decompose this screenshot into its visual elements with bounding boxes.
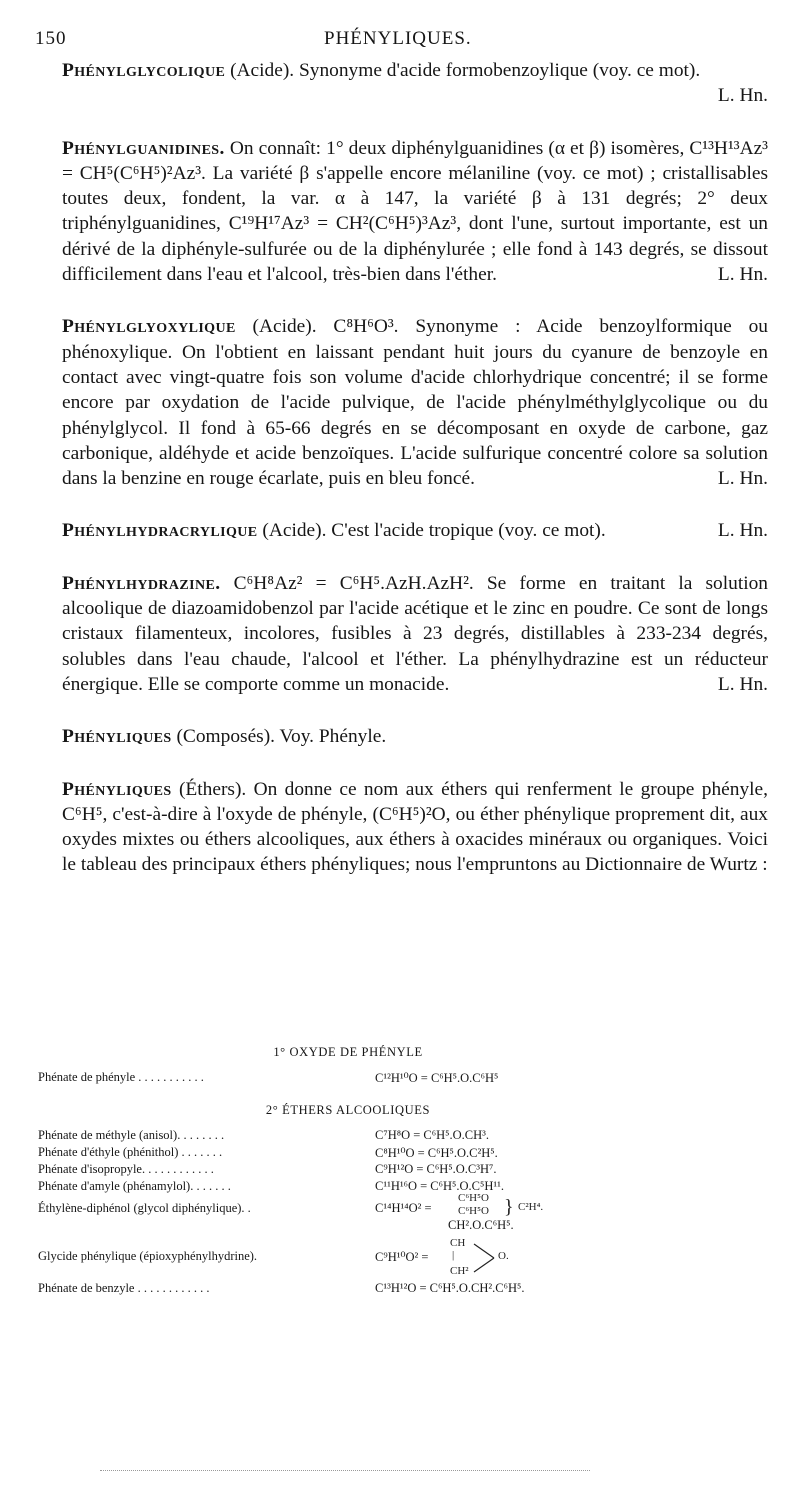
entry-head: Phénylguanidines. <box>62 137 225 159</box>
table-row <box>38 1192 658 1218</box>
entry-body: (Éthers). On donne ce nom aux éthers qui renferment le groupe phényle, C⁶H⁵, c'est-à-dire à l'oxyde de phényle, (C⁶H⁵)²O, ou éther phénylique proprement dit, aux oxydes mixtes ou éthers alcooliques, aux éthers à oxacides minéraux ou organiques. Voici le tableau des principaux éthers phényliques; nous l'empruntons au Dictionnaire de Wurtz : <box>62 778 768 876</box>
brace-glyph: } <box>504 1196 514 1218</box>
row-formula: C¹³H¹²O = C⁶H⁵.O.CH².C⁶H⁵. <box>375 1281 525 1295</box>
structure-ch: CH <box>450 1237 466 1249</box>
table-heading: 1° OXYDE DE PHÉNYLE <box>273 1045 423 1059</box>
entry-body: C⁶H⁸Az² = C⁶H⁵.AzH.AzH². Se forme en traitant la solution alcoolique de diazoamidobenzol par l'acide acétique et le zinc en poudre. Ce sont de longs cristaux filamenteux, incolores, fusibles à 23 degrés, distillables à 233-234 degrés, solubles dans l'eau chaude, l'alcool et l'éther. La phénylhydrazine est un réducteur énergique. Elle se comporte comme un monacide. <box>62 572 768 695</box>
table-row <box>38 1218 658 1235</box>
row-formula: C¹¹H¹⁶O = C⁶H⁵.O.C⁵H¹¹. <box>375 1179 504 1193</box>
entry-phenyliques-ethers <box>62 777 768 878</box>
row-name: Éthylène-diphénol (glycol diphénylique). . <box>38 1201 251 1215</box>
row-formula: C⁷H⁸O = C⁶H⁵.O.CH³. <box>375 1128 490 1142</box>
entry-phenyliques-composes <box>62 724 768 749</box>
page <box>35 28 768 878</box>
row-name: Phénate de phényle . . . . . . . . . . . <box>38 1070 204 1084</box>
entry-head: Phénylhydrazine. <box>62 572 221 594</box>
row-name: Phénate de méthyle (anisol). . . . . . . . <box>38 1128 225 1142</box>
row-formula: C⁹H¹⁰O² = <box>375 1250 429 1264</box>
table-heading: 2° ÉTHERS ALCOOLIQUES <box>265 1103 431 1117</box>
entry-head: Phénylhydracrylique <box>62 520 258 542</box>
ethers-table <box>38 1045 658 1298</box>
entry-signature: L. Hn. <box>717 85 768 107</box>
table-row <box>38 1162 658 1179</box>
entry-head: Phényliques <box>62 726 172 748</box>
structure-ch2: CH² <box>450 1265 469 1277</box>
entry-body: (Acide). Synonyme d'acide formobenzoylique (voy. ce mot). <box>230 60 701 81</box>
row-formula: C¹²H¹⁰O = C⁶H⁵.O.C⁶H⁵ <box>375 1071 499 1085</box>
table-row <box>38 1281 658 1298</box>
entry-signature: L. Hn. <box>717 520 768 542</box>
running-head <box>35 28 768 58</box>
entry-body: (Acide). C⁸H⁶O³. Synonyme : Acide benzoylformique ou phénoxylique. On l'obtient en laissant pendant huit jours du cyanure de benzoyle en contact avec vingt-quatre fois son volume d'acide chlorhydrique concentré; il se forme encore par oxydation de l'acide pulvique, de l'acide phénylméthylglycolique ou du phénylglycol. Il fond à 65-66 degrés en se décomposant en oxyde de carbone, gaz carbonique, aldéhyde et acide benzoïques. L'acide sulfurique concentré colore sa solution dans la benzine en rouge écarlate, puis en bleu foncé. <box>62 316 768 490</box>
entry-phenylhydrazine <box>62 571 768 697</box>
row-name: Phénate de benzyle . . . . . . . . . . . . <box>38 1281 210 1295</box>
bottom-rule <box>100 1470 590 1471</box>
entry-body: (Composés). Voy. Phényle. <box>176 726 387 748</box>
entry-phenylglycolique <box>62 58 768 109</box>
row-name: Phénate d'isopropyle. . . . . . . . . . . . <box>38 1162 214 1176</box>
formula-tail: C²H⁴. <box>518 1201 544 1213</box>
entry-head: Phénylglyoxylique <box>62 316 236 338</box>
page-number: 150 <box>35 28 67 49</box>
entry-head: Phénylglycolique <box>62 60 226 81</box>
entry-signature: L. Hn. <box>717 264 768 286</box>
entry-head: Phényliques <box>62 778 172 800</box>
row-formula: C⁸H¹⁰O = C⁶H⁵.O.C²H⁵. <box>375 1146 498 1160</box>
running-title: PHÉNYLIQUES. <box>324 28 472 49</box>
table-row <box>38 1070 658 1087</box>
entry-phenylglyoxylique <box>62 314 768 491</box>
formula-fraction-bottom: C⁶H⁵O <box>458 1205 489 1217</box>
entry-body: On connaît: 1° deux diphénylguanidines (α et β) isomères, C¹³H¹³Az³ = CH⁵(C⁶H⁵)²Az³. La variété β s'appelle encore mélaniline (voy. ce mot) ; cristallisables toutes deux, fondent, la var. α à 147, la variété β à 131 degrés; 2° deux triphénylguanidines, C¹⁹H¹⁷Az³ = CH²(C⁶H⁵)³Az³, dont l'une, surtout importante, est un dérivé de la diphényle-sulfurée ou de la diphénylurée ; elle fond à 143 degrés, se dissout difficilement dans l'eau et l'alcool, très-bien dans l'éther. <box>62 137 768 286</box>
row-formula: CH².O.C⁶H⁵. <box>448 1218 514 1232</box>
structure-o: O. <box>498 1250 509 1262</box>
table-row <box>38 1235 658 1281</box>
entry-phenylguanidines <box>62 136 768 288</box>
table-row <box>38 1145 658 1162</box>
epoxide-bond-lines <box>472 1241 498 1275</box>
row-name: Glycide phénylique (épioxyphénylhydrine). <box>38 1249 258 1263</box>
entry-phenylhydracrylique <box>62 518 768 543</box>
table-row <box>38 1128 658 1145</box>
table-row <box>38 1179 658 1196</box>
row-name: Phénate d'amyle (phénamylol). . . . . . . <box>38 1179 231 1193</box>
row-name: Phénate d'éthyle (phénithol) . . . . . . . <box>38 1145 223 1159</box>
row-formula: C⁹H¹²O = C⁶H⁵.O.C³H⁷. <box>375 1162 497 1176</box>
structure-bond-glyph: | <box>452 1249 455 1261</box>
entry-body: (Acide). C'est l'acide tropique (voy. ce mot). <box>262 520 606 542</box>
row-formula: C¹⁴H¹⁴O² = <box>375 1201 432 1215</box>
formula-fraction-top: C⁶H⁵O <box>458 1192 489 1204</box>
entry-signature: L. Hn. <box>717 673 768 695</box>
entry-signature: L. Hn. <box>717 468 768 490</box>
